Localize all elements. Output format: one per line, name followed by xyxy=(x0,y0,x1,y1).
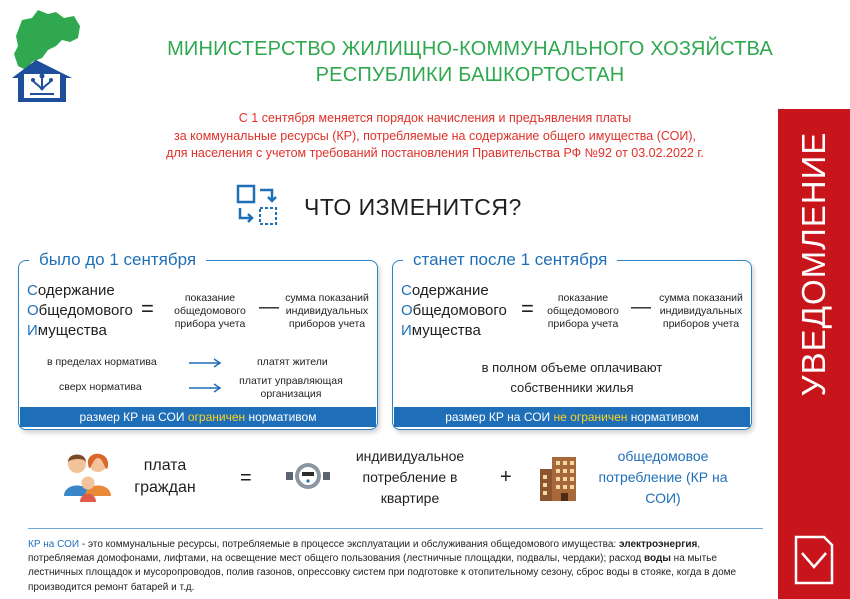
collection-rule xyxy=(393,358,751,398)
panel-after-title: станет после 1 сентября xyxy=(403,248,617,272)
soi-word-1: одержание xyxy=(37,282,115,299)
soi-acronym xyxy=(27,281,133,341)
water-meter-icon xyxy=(286,462,330,490)
intro-text xyxy=(90,110,780,163)
citizen-payment-label: плата граждан xyxy=(134,457,196,496)
definition-term: КР на СОИ xyxy=(28,539,80,550)
intro-line2: за коммунальные ресурсы (КР), потребляемые на содержание общего имущества (СОИ), xyxy=(174,128,696,143)
payment-equals: = xyxy=(240,467,252,489)
ministry-title-line1: МИНИСТЕРСТВО ЖИЛИЩНО-КОММУНАЛЬНОГО ХОЗЯЙСТВА xyxy=(167,38,773,60)
panel-before-footer xyxy=(20,407,376,427)
formula-term1: показание общедомового прибора учета xyxy=(547,292,619,330)
rule-company-pays: платит управляющая организация xyxy=(239,375,343,400)
rule-residents-pay: платят жители xyxy=(257,356,328,368)
definition-part1: - это коммунальные ресурсы, потребляемые в процессе эксплуатации и обслуживания общедомового имущества: xyxy=(79,539,619,550)
definition-text xyxy=(28,538,768,595)
soi-letter-c: С xyxy=(401,282,412,299)
panel-before xyxy=(18,250,378,430)
soi-word-3: мущества xyxy=(411,322,481,339)
soi-letter-i: И xyxy=(401,322,412,339)
notice-banner-text: УВЕДОМЛЕНИЕ xyxy=(795,131,832,397)
apartment-building-icon xyxy=(538,455,578,501)
soi-letter-o: О xyxy=(401,302,413,319)
rule-within-norm: в пределах норматива xyxy=(47,356,157,368)
definition-bold2: воды xyxy=(644,553,671,565)
footer-highlight: не ограничен xyxy=(553,410,628,424)
ministry-logo-icon xyxy=(8,6,88,106)
definition-part2: , потребляемая домофонами, лифтами, на освещение мест общего пользования (лестничные площадки, подвалы, чердаки); расход xyxy=(28,539,701,565)
common-consumption-label: общедомовое потребление (КР на СОИ) xyxy=(598,448,728,506)
individual-consumption-label: индивидуальное потребление в квартире xyxy=(355,448,465,506)
payment-plus: + xyxy=(500,466,512,488)
footer-text-a: размер КР на СОИ xyxy=(445,410,554,424)
formula-minus: — xyxy=(259,296,279,318)
ministry-title xyxy=(100,36,840,88)
definition-bold1: электроэнергия xyxy=(618,539,698,550)
footer-text-a: размер КР на СОИ xyxy=(79,410,188,424)
soi-word-3: мущества xyxy=(37,322,107,339)
soi-letter-i: И xyxy=(27,322,38,339)
rule-over-norm: сверх норматива xyxy=(59,381,142,393)
footer-text-b: нормативом xyxy=(627,410,699,424)
footer-text-b: нормативом xyxy=(245,410,317,424)
soi-acronym xyxy=(401,281,507,341)
notice-banner xyxy=(778,109,850,599)
definition-part3: на мытье лестничных площадок и мусоропроводов, полив газонов, опрессовку систем при подготовке к отопительному сезону, сброс воды в стояке, когда в доме производится ремонт батарей и т.д. xyxy=(28,553,737,593)
soi-letter-c: С xyxy=(27,282,38,299)
family-icon xyxy=(60,450,116,502)
intro-line1: С 1 сентября меняется порядок начисления и предъявления платы xyxy=(238,111,632,125)
panel-after xyxy=(392,250,752,430)
soi-word-2: бщедомового xyxy=(412,302,507,319)
arrow-right-icon xyxy=(189,383,223,393)
formula-term2: сумма показаний индивидуальных приборов учета xyxy=(659,292,743,330)
document-icon xyxy=(792,535,836,585)
panel-before-title: было до 1 сентября xyxy=(29,248,206,272)
collection-line2: собственники жилья xyxy=(510,380,634,395)
change-arrows-icon xyxy=(236,184,280,228)
formula-equals: = xyxy=(521,296,534,321)
collection-line1: в полном объеме оплачивают xyxy=(481,360,663,375)
footer-highlight: ограничен xyxy=(187,410,246,424)
intro-line3: для населения с учетом требований постановления Правительства РФ №92 от 03.02.2022 г. xyxy=(166,146,704,160)
soi-word-2: бщедомового xyxy=(38,302,133,319)
formula-minus: — xyxy=(631,296,651,318)
soi-word-1: одержание xyxy=(411,282,489,299)
divider xyxy=(28,528,763,529)
formula-equals: = xyxy=(141,296,154,321)
ministry-title-line2: РЕСПУБЛИКИ БАШКОРТОСТАН xyxy=(315,64,625,86)
panel-after-footer xyxy=(394,407,750,427)
formula-term2: сумма показаний индивидуальных приборов учета xyxy=(285,292,369,330)
section-title: ЧТО ИЗМЕНИТСЯ? xyxy=(304,194,522,220)
arrow-right-icon xyxy=(189,358,223,368)
formula-term1: показание общедомового прибора учета xyxy=(174,292,246,330)
soi-letter-o: О xyxy=(27,302,39,319)
